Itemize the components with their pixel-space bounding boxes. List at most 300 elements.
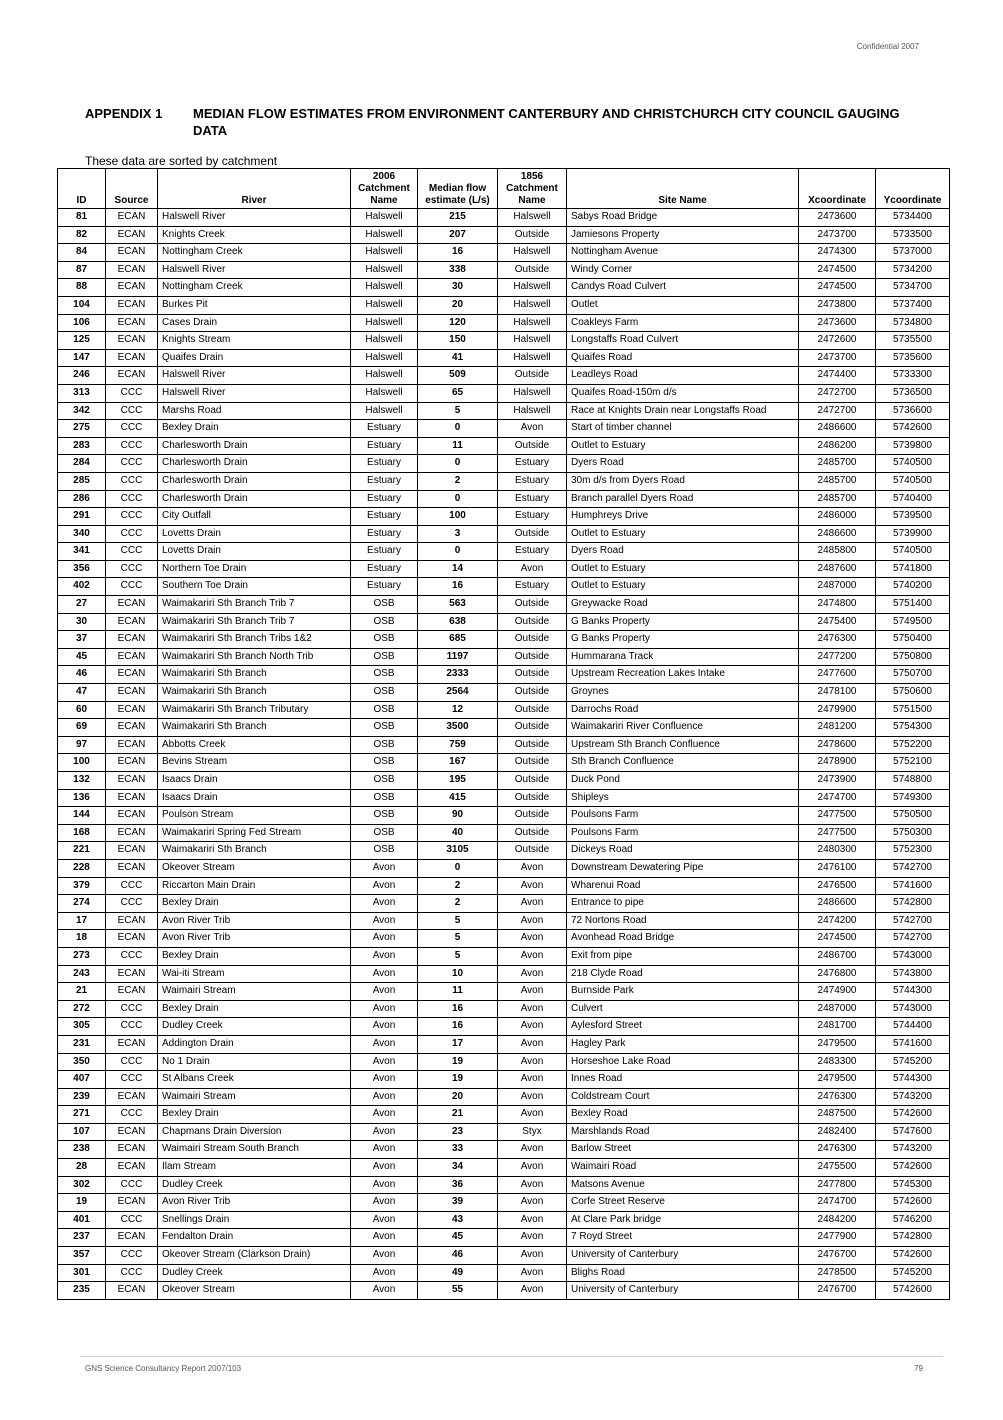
cell-ycoordinate: 5742600 <box>876 420 950 438</box>
cell-1856-catchment: Avon <box>498 859 567 877</box>
cell-site-name: Downstream Dewatering Pipe <box>567 859 799 877</box>
cell-id: 37 <box>58 631 106 649</box>
cell-id: 168 <box>58 824 106 842</box>
cell-id: 69 <box>58 719 106 737</box>
cell-ycoordinate: 5754300 <box>876 719 950 737</box>
cell-id: 243 <box>58 965 106 983</box>
cell-2006-catchment: Avon <box>351 930 418 948</box>
cell-1856-catchment: Halswell <box>498 402 567 420</box>
cell-site-name: University of Canterbury <box>567 1282 799 1300</box>
cell-median-flow: 5 <box>418 912 498 930</box>
cell-2006-catchment: Avon <box>351 859 418 877</box>
cell-xcoordinate: 2473600 <box>799 209 876 227</box>
cell-ycoordinate: 5743800 <box>876 965 950 983</box>
table-row <box>58 842 950 860</box>
cell-river: Okeover Stream <box>158 1282 351 1300</box>
cell-2006-catchment: Avon <box>351 1282 418 1300</box>
cell-median-flow: 2333 <box>418 666 498 684</box>
cell-ycoordinate: 5741600 <box>876 877 950 895</box>
table-row <box>58 631 950 649</box>
cell-median-flow: 36 <box>418 1176 498 1194</box>
cell-id: 401 <box>58 1211 106 1229</box>
cell-site-name: 72 Nortons Road <box>567 912 799 930</box>
table-row <box>58 947 950 965</box>
table-row <box>58 543 950 561</box>
appendix-number: APPENDIX 1 <box>85 106 163 121</box>
cell-source: ECAN <box>106 965 158 983</box>
cell-river: Charlesworth Drain <box>158 490 351 508</box>
cell-ycoordinate: 5746200 <box>876 1211 950 1229</box>
cell-xcoordinate: 2480300 <box>799 842 876 860</box>
cell-2006-catchment: Avon <box>351 1123 418 1141</box>
cell-river: Bexley Drain <box>158 947 351 965</box>
cell-1856-catchment: Halswell <box>498 279 567 297</box>
cell-2006-catchment: Avon <box>351 947 418 965</box>
cell-2006-catchment: Estuary <box>351 560 418 578</box>
cell-ycoordinate: 5734200 <box>876 261 950 279</box>
cell-river: Waimakariri Sth Branch North Trib <box>158 648 351 666</box>
cell-xcoordinate: 2474700 <box>799 1194 876 1212</box>
cell-source: ECAN <box>106 684 158 702</box>
cell-site-name: Start of timber channel <box>567 420 799 438</box>
cell-xcoordinate: 2472700 <box>799 384 876 402</box>
cell-median-flow: 2564 <box>418 684 498 702</box>
cell-xcoordinate: 2477600 <box>799 666 876 684</box>
cell-ycoordinate: 5749300 <box>876 789 950 807</box>
cell-id: 313 <box>58 384 106 402</box>
table-row <box>58 472 950 490</box>
cell-site-name: Marshlands Road <box>567 1123 799 1141</box>
table-row <box>58 736 950 754</box>
cell-id: 100 <box>58 754 106 772</box>
cell-site-name: Upstream Recreation Lakes Intake <box>567 666 799 684</box>
column-header-river: River <box>158 169 351 209</box>
cell-source: ECAN <box>106 279 158 297</box>
cell-river: Burkes Pit <box>158 296 351 314</box>
cell-river: Marshs Road <box>158 402 351 420</box>
cell-river: Charlesworth Drain <box>158 437 351 455</box>
column-header-site-name: Site Name <box>567 169 799 209</box>
cell-xcoordinate: 2472600 <box>799 332 876 350</box>
cell-1856-catchment: Halswell <box>498 332 567 350</box>
cell-ycoordinate: 5744300 <box>876 983 950 1001</box>
cell-1856-catchment: Avon <box>498 1176 567 1194</box>
cell-median-flow: 3500 <box>418 719 498 737</box>
cell-ycoordinate: 5735500 <box>876 332 950 350</box>
cell-1856-catchment: Outside <box>498 807 567 825</box>
cell-2006-catchment: Avon <box>351 1194 418 1212</box>
cell-1856-catchment: Avon <box>498 1159 567 1177</box>
cell-site-name: Leadleys Road <box>567 367 799 385</box>
cell-site-name: Race at Knights Drain near Longstaffs Road <box>567 402 799 420</box>
cell-id: 27 <box>58 596 106 614</box>
cell-river: Bexley Drain <box>158 1000 351 1018</box>
table-row <box>58 525 950 543</box>
cell-source: CCC <box>106 895 158 913</box>
cell-1856-catchment: Outside <box>498 631 567 649</box>
cell-ycoordinate: 5750300 <box>876 824 950 842</box>
cell-source: CCC <box>106 490 158 508</box>
cell-2006-catchment: Avon <box>351 1071 418 1089</box>
cell-1856-catchment: Halswell <box>498 209 567 227</box>
cell-xcoordinate: 2486200 <box>799 437 876 455</box>
cell-site-name: Barlow Street <box>567 1141 799 1159</box>
table-row <box>58 420 950 438</box>
cell-1856-catchment: Avon <box>498 1106 567 1124</box>
cell-river: Halswell River <box>158 367 351 385</box>
cell-site-name: Outlet to Estuary <box>567 525 799 543</box>
cell-xcoordinate: 2473700 <box>799 226 876 244</box>
cell-site-name: Hummarana Track <box>567 648 799 666</box>
table-row <box>58 402 950 420</box>
table-row <box>58 895 950 913</box>
cell-ycoordinate: 5740400 <box>876 490 950 508</box>
cell-1856-catchment: Avon <box>498 1194 567 1212</box>
cell-1856-catchment: Avon <box>498 877 567 895</box>
table-row <box>58 1123 950 1141</box>
cell-source: ECAN <box>106 349 158 367</box>
cell-median-flow: 55 <box>418 1282 498 1300</box>
cell-median-flow: 3105 <box>418 842 498 860</box>
cell-river: Dudley Creek <box>158 1018 351 1036</box>
cell-xcoordinate: 2473600 <box>799 314 876 332</box>
cell-xcoordinate: 2477500 <box>799 824 876 842</box>
cell-source: CCC <box>106 877 158 895</box>
cell-2006-catchment: Avon <box>351 912 418 930</box>
cell-1856-catchment: Outside <box>498 437 567 455</box>
cell-source: ECAN <box>106 209 158 227</box>
cell-xcoordinate: 2476100 <box>799 859 876 877</box>
cell-river: Waimakariri Sth Branch <box>158 666 351 684</box>
cell-source: CCC <box>106 947 158 965</box>
cell-id: 284 <box>58 455 106 473</box>
cell-site-name: Outlet to Estuary <box>567 578 799 596</box>
cell-2006-catchment: Avon <box>351 1035 418 1053</box>
cell-source: ECAN <box>106 807 158 825</box>
cell-median-flow: 0 <box>418 420 498 438</box>
cell-site-name: G Banks Property <box>567 631 799 649</box>
cell-2006-catchment: Avon <box>351 1159 418 1177</box>
cell-site-name: Dickeys Road <box>567 842 799 860</box>
cell-id: 60 <box>58 701 106 719</box>
table-row <box>58 1159 950 1177</box>
cell-source: ECAN <box>106 701 158 719</box>
cell-source: ECAN <box>106 631 158 649</box>
cell-1856-catchment: Avon <box>498 1141 567 1159</box>
cell-river: Bexley Drain <box>158 895 351 913</box>
cell-median-flow: 45 <box>418 1229 498 1247</box>
cell-river: Charlesworth Drain <box>158 455 351 473</box>
cell-2006-catchment: Avon <box>351 1106 418 1124</box>
cell-2006-catchment: Avon <box>351 1176 418 1194</box>
cell-xcoordinate: 2476700 <box>799 1247 876 1265</box>
cell-2006-catchment: OSB <box>351 613 418 631</box>
table-row <box>58 1282 950 1300</box>
table-row <box>58 349 950 367</box>
cell-2006-catchment: OSB <box>351 736 418 754</box>
cell-source: ECAN <box>106 1088 158 1106</box>
cell-1856-catchment: Outside <box>498 772 567 790</box>
cell-river: Lovetts Drain <box>158 525 351 543</box>
cell-median-flow: 19 <box>418 1053 498 1071</box>
cell-river: Knights Stream <box>158 332 351 350</box>
cell-2006-catchment: OSB <box>351 648 418 666</box>
cell-xcoordinate: 2477900 <box>799 1229 876 1247</box>
cell-source: ECAN <box>106 596 158 614</box>
cell-xcoordinate: 2485700 <box>799 455 876 473</box>
cell-median-flow: 0 <box>418 455 498 473</box>
cell-river: Isaacs Drain <box>158 789 351 807</box>
cell-source: CCC <box>106 1264 158 1282</box>
cell-1856-catchment: Avon <box>498 560 567 578</box>
cell-site-name: Horseshoe Lake Road <box>567 1053 799 1071</box>
cell-median-flow: 638 <box>418 613 498 631</box>
cell-1856-catchment: Outside <box>498 525 567 543</box>
cell-2006-catchment: OSB <box>351 719 418 737</box>
table-row <box>58 930 950 948</box>
cell-source: ECAN <box>106 824 158 842</box>
cell-2006-catchment: Estuary <box>351 437 418 455</box>
cell-median-flow: 11 <box>418 437 498 455</box>
cell-1856-catchment: Avon <box>498 1264 567 1282</box>
cell-ycoordinate: 5743000 <box>876 947 950 965</box>
cell-median-flow: 2 <box>418 895 498 913</box>
cell-id: 272 <box>58 1000 106 1018</box>
cell-2006-catchment: Estuary <box>351 490 418 508</box>
cell-river: Poulson Stream <box>158 807 351 825</box>
cell-median-flow: 33 <box>418 1141 498 1159</box>
table-row <box>58 983 950 1001</box>
cell-ycoordinate: 5740500 <box>876 543 950 561</box>
cell-xcoordinate: 2487500 <box>799 1106 876 1124</box>
cell-xcoordinate: 2473700 <box>799 349 876 367</box>
cell-xcoordinate: 2479500 <box>799 1071 876 1089</box>
cell-median-flow: 16 <box>418 244 498 262</box>
cell-xcoordinate: 2487000 <box>799 1000 876 1018</box>
cell-median-flow: 65 <box>418 384 498 402</box>
cell-site-name: Longstaffs Road Culvert <box>567 332 799 350</box>
table-row <box>58 701 950 719</box>
cell-xcoordinate: 2487000 <box>799 578 876 596</box>
cell-river: Snellings Drain <box>158 1211 351 1229</box>
cell-river: Cases Drain <box>158 314 351 332</box>
cell-ycoordinate: 5737000 <box>876 244 950 262</box>
cell-2006-catchment: OSB <box>351 631 418 649</box>
table-row <box>58 209 950 227</box>
cell-xcoordinate: 2472700 <box>799 402 876 420</box>
cell-source: ECAN <box>106 226 158 244</box>
table-row <box>58 613 950 631</box>
cell-source: ECAN <box>106 1229 158 1247</box>
cell-median-flow: 16 <box>418 1018 498 1036</box>
cell-2006-catchment: OSB <box>351 789 418 807</box>
cell-median-flow: 509 <box>418 367 498 385</box>
cell-1856-catchment: Outside <box>498 824 567 842</box>
cell-river: Bexley Drain <box>158 1106 351 1124</box>
cell-river: Waimakariri Spring Fed Stream <box>158 824 351 842</box>
cell-source: ECAN <box>106 367 158 385</box>
cell-ycoordinate: 5742700 <box>876 930 950 948</box>
cell-ycoordinate: 5739800 <box>876 437 950 455</box>
table-row <box>58 296 950 314</box>
cell-id: 28 <box>58 1159 106 1177</box>
table-row <box>58 912 950 930</box>
cell-2006-catchment: Halswell <box>351 261 418 279</box>
cell-2006-catchment: OSB <box>351 842 418 860</box>
cell-id: 107 <box>58 1123 106 1141</box>
footer-report-name: GNS Science Consultancy Report 2007/103 <box>85 1364 242 1373</box>
cell-2006-catchment: Avon <box>351 1247 418 1265</box>
cell-site-name: Greywacke Road <box>567 596 799 614</box>
cell-2006-catchment: Estuary <box>351 578 418 596</box>
cell-id: 19 <box>58 1194 106 1212</box>
cell-source: CCC <box>106 1176 158 1194</box>
cell-ycoordinate: 5752200 <box>876 736 950 754</box>
cell-1856-catchment: Outside <box>498 701 567 719</box>
cell-ycoordinate: 5737400 <box>876 296 950 314</box>
cell-xcoordinate: 2476300 <box>799 631 876 649</box>
cell-site-name: Exit from pipe <box>567 947 799 965</box>
cell-2006-catchment: Halswell <box>351 402 418 420</box>
cell-site-name: University of Canterbury <box>567 1247 799 1265</box>
cell-id: 125 <box>58 332 106 350</box>
cell-ycoordinate: 5742800 <box>876 1229 950 1247</box>
cell-river: Okeover Stream <box>158 859 351 877</box>
cell-xcoordinate: 2474400 <box>799 367 876 385</box>
cell-xcoordinate: 2486600 <box>799 525 876 543</box>
cell-ycoordinate: 5734400 <box>876 209 950 227</box>
cell-2006-catchment: OSB <box>351 824 418 842</box>
table-header-row <box>58 169 950 209</box>
cell-site-name: G Banks Property <box>567 613 799 631</box>
cell-xcoordinate: 2476700 <box>799 1282 876 1300</box>
cell-site-name: Dyers Road <box>567 455 799 473</box>
cell-site-name: Outlet to Estuary <box>567 560 799 578</box>
cell-source: ECAN <box>106 983 158 1001</box>
cell-1856-catchment: Outside <box>498 596 567 614</box>
cell-ycoordinate: 5749500 <box>876 613 950 631</box>
cell-ycoordinate: 5752100 <box>876 754 950 772</box>
cell-1856-catchment: Halswell <box>498 244 567 262</box>
cell-ycoordinate: 5745200 <box>876 1053 950 1071</box>
cell-2006-catchment: Avon <box>351 1141 418 1159</box>
cell-median-flow: 20 <box>418 296 498 314</box>
table-row <box>58 965 950 983</box>
cell-1856-catchment: Avon <box>498 1088 567 1106</box>
cell-1856-catchment: Avon <box>498 1229 567 1247</box>
cell-1856-catchment: Outside <box>498 719 567 737</box>
cell-ycoordinate: 5745300 <box>876 1176 950 1194</box>
cell-id: 106 <box>58 314 106 332</box>
cell-2006-catchment: OSB <box>351 807 418 825</box>
cell-median-flow: 23 <box>418 1123 498 1141</box>
cell-median-flow: 41 <box>418 349 498 367</box>
cell-median-flow: 0 <box>418 859 498 877</box>
cell-1856-catchment: Halswell <box>498 314 567 332</box>
cell-id: 341 <box>58 543 106 561</box>
cell-ycoordinate: 5751500 <box>876 701 950 719</box>
cell-site-name: Coldstream Court <box>567 1088 799 1106</box>
table-row <box>58 807 950 825</box>
cell-river: Isaacs Drain <box>158 772 351 790</box>
cell-xcoordinate: 2474800 <box>799 596 876 614</box>
cell-source: CCC <box>106 384 158 402</box>
cell-source: ECAN <box>106 1035 158 1053</box>
cell-source: ECAN <box>106 789 158 807</box>
cell-river: Okeover Stream (Clarkson Drain) <box>158 1247 351 1265</box>
table-row <box>58 824 950 842</box>
cell-xcoordinate: 2474500 <box>799 279 876 297</box>
cell-2006-catchment: Avon <box>351 1053 418 1071</box>
cell-xcoordinate: 2474700 <box>799 789 876 807</box>
cell-river: Addington Drain <box>158 1035 351 1053</box>
column-header-xcoordinate: Xcoordinate <box>799 169 876 209</box>
cell-river: No 1 Drain <box>158 1053 351 1071</box>
cell-source: CCC <box>106 1247 158 1265</box>
cell-river: Waimairi Stream South Branch <box>158 1141 351 1159</box>
cell-2006-catchment: OSB <box>351 666 418 684</box>
cell-median-flow: 120 <box>418 314 498 332</box>
cell-ycoordinate: 5743000 <box>876 1000 950 1018</box>
cell-id: 273 <box>58 947 106 965</box>
cell-id: 342 <box>58 402 106 420</box>
cell-ycoordinate: 5740500 <box>876 472 950 490</box>
table-row <box>58 719 950 737</box>
cell-median-flow: 34 <box>418 1159 498 1177</box>
cell-1856-catchment: Avon <box>498 895 567 913</box>
cell-site-name: Candys Road Culvert <box>567 279 799 297</box>
cell-xcoordinate: 2479500 <box>799 1035 876 1053</box>
footer-divider <box>80 1356 943 1357</box>
cell-ycoordinate: 5750500 <box>876 807 950 825</box>
cell-xcoordinate: 2485700 <box>799 490 876 508</box>
cell-xcoordinate: 2476500 <box>799 877 876 895</box>
cell-id: 271 <box>58 1106 106 1124</box>
cell-id: 228 <box>58 859 106 877</box>
table-row <box>58 508 950 526</box>
cell-id: 144 <box>58 807 106 825</box>
cell-site-name: Dyers Road <box>567 543 799 561</box>
cell-xcoordinate: 2483300 <box>799 1053 876 1071</box>
cell-ycoordinate: 5742700 <box>876 859 950 877</box>
cell-id: 238 <box>58 1141 106 1159</box>
cell-site-name: Wharenui Road <box>567 877 799 895</box>
cell-2006-catchment: Estuary <box>351 420 418 438</box>
cell-id: 136 <box>58 789 106 807</box>
cell-1856-catchment: Avon <box>498 1000 567 1018</box>
cell-id: 147 <box>58 349 106 367</box>
cell-source: CCC <box>106 525 158 543</box>
cell-source: ECAN <box>106 1194 158 1212</box>
cell-site-name: Shipleys <box>567 789 799 807</box>
cell-xcoordinate: 2474500 <box>799 261 876 279</box>
cell-xcoordinate: 2484200 <box>799 1211 876 1229</box>
cell-id: 402 <box>58 578 106 596</box>
cell-median-flow: 46 <box>418 1247 498 1265</box>
cell-id: 84 <box>58 244 106 262</box>
cell-2006-catchment: Avon <box>351 895 418 913</box>
cell-2006-catchment: Halswell <box>351 314 418 332</box>
cell-river: Riccarton Main Drain <box>158 877 351 895</box>
cell-median-flow: 207 <box>418 226 498 244</box>
cell-site-name: Darrochs Road <box>567 701 799 719</box>
cell-ycoordinate: 5750700 <box>876 666 950 684</box>
table-row <box>58 560 950 578</box>
cell-median-flow: 415 <box>418 789 498 807</box>
cell-xcoordinate: 2475400 <box>799 613 876 631</box>
cell-xcoordinate: 2477200 <box>799 648 876 666</box>
cell-1856-catchment: Avon <box>498 1018 567 1036</box>
